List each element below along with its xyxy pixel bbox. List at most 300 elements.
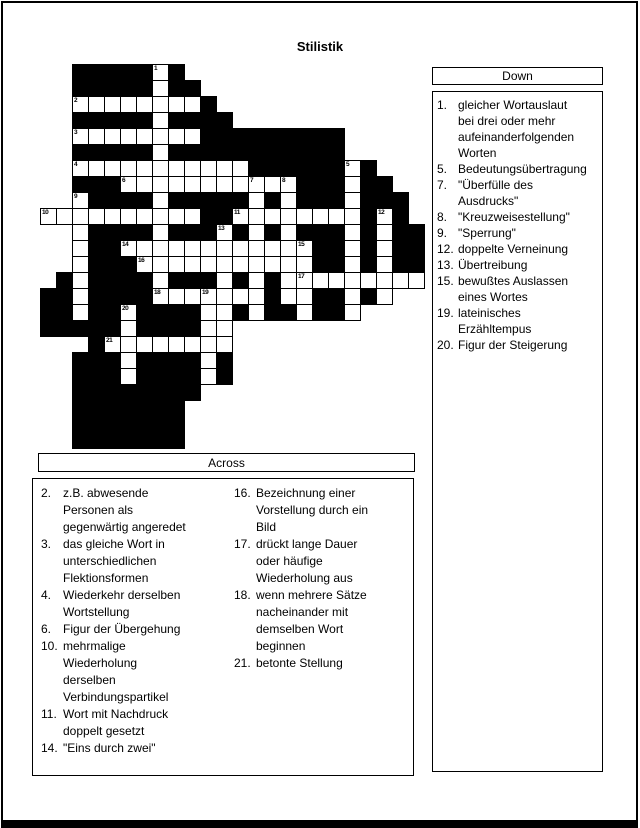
clue-item	[437, 177, 600, 209]
answer-cell[interactable]	[264, 176, 281, 193]
clue-number: 10.	[41, 639, 58, 653]
black-cell	[72, 176, 89, 193]
clue-item	[41, 485, 226, 536]
black-cell	[184, 368, 201, 385]
answer-cell[interactable]	[120, 352, 137, 369]
cell-number: 3	[74, 129, 78, 136]
answer-cell[interactable]	[136, 96, 153, 113]
black-cell	[200, 144, 217, 161]
black-cell	[360, 192, 377, 209]
answer-cell[interactable]	[120, 208, 137, 225]
black-cell	[184, 272, 201, 289]
answer-cell[interactable]	[200, 176, 217, 193]
black-cell	[120, 272, 137, 289]
black-cell	[136, 224, 153, 241]
answer-cell[interactable]	[120, 320, 137, 337]
clue-number: 8.	[437, 210, 448, 224]
answer-cell[interactable]	[344, 160, 361, 177]
cell-number: 17	[298, 273, 305, 280]
black-cell	[72, 144, 89, 161]
down-panel-header	[432, 67, 603, 85]
answer-cell[interactable]	[152, 144, 169, 161]
cell-number: 10	[42, 209, 49, 216]
answer-cell[interactable]	[216, 304, 233, 321]
answer-cell[interactable]	[136, 176, 153, 193]
black-cell	[216, 208, 233, 225]
answer-cell[interactable]	[136, 336, 153, 353]
answer-cell[interactable]	[184, 176, 201, 193]
black-cell	[104, 320, 121, 337]
black-cell	[216, 128, 233, 145]
clue-item	[437, 273, 600, 305]
answer-cell[interactable]	[296, 256, 313, 273]
black-cell	[376, 176, 393, 193]
answer-cell[interactable]	[232, 176, 249, 193]
black-cell	[392, 192, 409, 209]
answer-cell[interactable]	[168, 208, 185, 225]
answer-cell[interactable]	[168, 160, 185, 177]
answer-cell[interactable]	[184, 240, 201, 257]
black-cell	[88, 320, 105, 337]
answer-cell[interactable]	[136, 160, 153, 177]
black-cell	[88, 288, 105, 305]
black-cell	[56, 320, 73, 337]
black-cell	[152, 384, 169, 401]
answer-cell[interactable]	[136, 208, 153, 225]
answer-cell[interactable]	[312, 208, 329, 225]
answer-cell[interactable]	[376, 288, 393, 305]
answer-cell[interactable]	[280, 288, 297, 305]
black-cell	[88, 144, 105, 161]
answer-cell[interactable]	[200, 368, 217, 385]
clue-item	[41, 706, 226, 740]
answer-cell[interactable]	[72, 256, 89, 273]
answer-cell[interactable]	[88, 128, 105, 145]
black-cell	[168, 192, 185, 209]
black-cell	[184, 224, 201, 241]
clue-item	[234, 536, 412, 587]
clue-text: drückt lange Dauer oder häufige Wiederholung aus	[256, 537, 358, 585]
black-cell	[360, 208, 377, 225]
black-cell	[136, 112, 153, 129]
answer-cell[interactable]	[168, 176, 185, 193]
cell-number: 14	[122, 241, 129, 248]
answer-cell[interactable]	[216, 240, 233, 257]
black-cell	[264, 144, 281, 161]
answer-cell[interactable]	[136, 240, 153, 257]
clue-text: "Kreuzweisestellung"	[458, 210, 570, 224]
across-clues-left-column	[41, 485, 226, 757]
across-clues-right-column	[234, 485, 412, 672]
black-cell	[280, 304, 297, 321]
black-cell	[168, 64, 185, 81]
black-cell	[88, 304, 105, 321]
black-cell	[88, 416, 105, 433]
black-cell	[168, 272, 185, 289]
answer-cell[interactable]	[232, 240, 249, 257]
black-cell	[104, 432, 121, 449]
black-cell	[120, 64, 137, 81]
cell-number: 11	[234, 209, 240, 216]
answer-cell[interactable]	[104, 336, 121, 353]
answer-cell[interactable]	[248, 176, 265, 193]
answer-cell[interactable]	[232, 288, 249, 305]
black-cell	[264, 224, 281, 241]
black-cell	[264, 160, 281, 177]
answer-cell[interactable]	[120, 304, 137, 321]
answer-cell[interactable]	[88, 96, 105, 113]
answer-cell[interactable]	[168, 96, 185, 113]
black-cell	[296, 176, 313, 193]
answer-cell[interactable]	[184, 336, 201, 353]
cell-number: 7	[250, 177, 254, 184]
black-cell	[104, 240, 121, 257]
answer-cell[interactable]	[152, 160, 169, 177]
answer-cell[interactable]	[216, 224, 233, 241]
black-cell	[312, 240, 329, 257]
answer-cell[interactable]	[168, 128, 185, 145]
answer-cell[interactable]	[152, 112, 169, 129]
answer-cell[interactable]	[104, 96, 121, 113]
clue-number: 12.	[437, 242, 454, 256]
answer-cell[interactable]	[232, 208, 249, 225]
black-cell	[152, 400, 169, 417]
answer-cell[interactable]	[296, 304, 313, 321]
answer-cell[interactable]	[200, 256, 217, 273]
answer-cell[interactable]	[72, 192, 89, 209]
answer-cell[interactable]	[152, 192, 169, 209]
answer-cell[interactable]	[264, 240, 281, 257]
answer-cell[interactable]	[200, 336, 217, 353]
cell-number: 12	[378, 209, 385, 216]
answer-cell[interactable]	[248, 208, 265, 225]
across-clue-list	[32, 478, 414, 776]
answer-cell[interactable]	[88, 160, 105, 177]
answer-cell[interactable]	[344, 272, 361, 289]
answer-cell[interactable]	[120, 336, 137, 353]
answer-cell[interactable]	[184, 256, 201, 273]
black-cell	[168, 352, 185, 369]
answer-cell[interactable]	[184, 96, 201, 113]
black-cell	[88, 272, 105, 289]
black-cell	[392, 208, 409, 225]
answer-cell[interactable]	[248, 240, 265, 257]
answer-cell[interactable]	[344, 176, 361, 193]
clue-item	[234, 485, 412, 536]
answer-cell[interactable]	[248, 224, 265, 241]
black-cell	[184, 80, 201, 97]
answer-cell[interactable]	[344, 304, 361, 321]
answer-cell[interactable]	[152, 64, 169, 81]
answer-cell[interactable]	[392, 272, 409, 289]
answer-cell[interactable]	[72, 224, 89, 241]
answer-cell[interactable]	[280, 208, 297, 225]
answer-cell[interactable]	[328, 208, 345, 225]
black-cell	[136, 80, 153, 97]
answer-cell[interactable]	[88, 208, 105, 225]
answer-cell[interactable]	[120, 240, 137, 257]
clue-item	[437, 305, 600, 337]
answer-cell[interactable]	[168, 240, 185, 257]
answer-cell[interactable]	[184, 288, 201, 305]
answer-cell[interactable]	[184, 160, 201, 177]
answer-cell[interactable]	[152, 80, 169, 97]
answer-cell[interactable]	[120, 176, 137, 193]
answer-cell[interactable]	[216, 288, 233, 305]
black-cell	[88, 176, 105, 193]
black-cell	[104, 272, 121, 289]
answer-cell[interactable]	[152, 256, 169, 273]
answer-cell[interactable]	[376, 272, 393, 289]
answer-cell[interactable]	[72, 208, 89, 225]
answer-cell[interactable]	[56, 208, 73, 225]
answer-cell[interactable]	[280, 224, 297, 241]
black-cell	[88, 336, 105, 353]
black-cell	[264, 192, 281, 209]
answer-cell[interactable]	[168, 336, 185, 353]
black-cell	[312, 256, 329, 273]
clue-text: bewußtes Auslassen eines Wortes	[458, 274, 569, 304]
black-cell	[72, 352, 89, 369]
answer-cell[interactable]	[344, 192, 361, 209]
answer-cell[interactable]	[296, 240, 313, 257]
answer-cell[interactable]	[200, 160, 217, 177]
answer-cell[interactable]	[280, 256, 297, 273]
black-cell	[104, 384, 121, 401]
clue-number: 4.	[41, 588, 52, 602]
answer-cell[interactable]	[152, 336, 169, 353]
black-cell	[120, 256, 137, 273]
answer-cell[interactable]	[120, 368, 137, 385]
black-cell	[168, 320, 185, 337]
answer-cell[interactable]	[152, 176, 169, 193]
black-cell	[104, 224, 121, 241]
black-cell	[200, 112, 217, 129]
answer-cell[interactable]	[232, 256, 249, 273]
black-cell	[88, 192, 105, 209]
clue-item	[437, 257, 600, 273]
answer-cell[interactable]	[152, 96, 169, 113]
black-cell	[136, 416, 153, 433]
answer-cell[interactable]	[200, 288, 217, 305]
black-cell	[88, 256, 105, 273]
black-cell	[312, 224, 329, 241]
black-cell	[88, 64, 105, 81]
black-cell	[168, 368, 185, 385]
clue-number: 18.	[234, 588, 251, 602]
clue-item	[234, 655, 412, 672]
answer-cell[interactable]	[72, 160, 89, 177]
answer-cell[interactable]	[104, 208, 121, 225]
black-cell	[72, 432, 89, 449]
black-cell	[216, 368, 233, 385]
answer-cell[interactable]	[296, 272, 313, 289]
answer-cell[interactable]	[248, 256, 265, 273]
answer-cell[interactable]	[152, 240, 169, 257]
black-cell	[136, 400, 153, 417]
black-cell	[168, 384, 185, 401]
clue-number: 16.	[234, 486, 251, 500]
black-cell	[104, 80, 121, 97]
black-cell	[168, 304, 185, 321]
answer-cell[interactable]	[216, 320, 233, 337]
black-cell	[216, 352, 233, 369]
clue-text: lateinisches Erzähltempus	[458, 306, 532, 336]
answer-cell[interactable]	[264, 208, 281, 225]
black-cell	[88, 400, 105, 417]
black-cell	[280, 144, 297, 161]
answer-cell[interactable]	[296, 208, 313, 225]
clue-item	[234, 587, 412, 655]
answer-cell[interactable]	[280, 240, 297, 257]
answer-cell[interactable]	[72, 96, 89, 113]
black-cell	[168, 400, 185, 417]
answer-cell[interactable]	[344, 288, 361, 305]
answer-cell[interactable]	[72, 128, 89, 145]
answer-cell[interactable]	[120, 96, 137, 113]
black-cell	[168, 416, 185, 433]
black-cell	[232, 144, 249, 161]
answer-cell[interactable]	[216, 160, 233, 177]
answer-cell[interactable]	[104, 128, 121, 145]
black-cell	[88, 240, 105, 257]
answer-cell[interactable]	[376, 256, 393, 273]
answer-cell[interactable]	[104, 160, 121, 177]
answer-cell[interactable]	[328, 272, 345, 289]
answer-cell[interactable]	[152, 288, 169, 305]
cell-number: 1	[154, 65, 158, 72]
answer-cell[interactable]	[72, 304, 89, 321]
black-cell	[216, 192, 233, 209]
black-cell	[280, 128, 297, 145]
black-cell	[152, 368, 169, 385]
black-cell	[312, 160, 329, 177]
answer-cell[interactable]	[216, 256, 233, 273]
answer-cell[interactable]	[136, 256, 153, 273]
black-cell	[56, 272, 73, 289]
answer-cell[interactable]	[344, 208, 361, 225]
clue-text: gleicher Wortauslaut bei drei oder mehr aufeinanderfolgenden Worten	[458, 98, 575, 160]
answer-cell[interactable]	[280, 176, 297, 193]
black-cell	[360, 256, 377, 273]
black-cell	[328, 304, 345, 321]
black-cell	[88, 384, 105, 401]
answer-cell[interactable]	[216, 176, 233, 193]
answer-cell[interactable]	[216, 272, 233, 289]
black-cell	[104, 288, 121, 305]
black-cell	[408, 224, 425, 241]
black-cell	[40, 304, 57, 321]
answer-cell[interactable]	[264, 256, 281, 273]
answer-cell[interactable]	[296, 288, 313, 305]
clue-number: 11.	[41, 707, 57, 721]
answer-cell[interactable]	[232, 160, 249, 177]
cell-number: 16	[138, 257, 145, 264]
answer-cell[interactable]	[248, 288, 265, 305]
black-cell	[248, 160, 265, 177]
answer-cell[interactable]	[40, 208, 57, 225]
black-cell	[216, 112, 233, 129]
answer-cell[interactable]	[376, 208, 393, 225]
answer-cell[interactable]	[344, 240, 361, 257]
black-cell	[72, 64, 89, 81]
answer-cell[interactable]	[120, 160, 137, 177]
answer-cell[interactable]	[152, 272, 169, 289]
black-cell	[152, 416, 169, 433]
clue-number: 20.	[437, 338, 454, 352]
black-cell	[104, 64, 121, 81]
black-cell	[312, 144, 329, 161]
answer-cell[interactable]	[408, 272, 425, 289]
answer-cell[interactable]	[344, 256, 361, 273]
clue-number: 21.	[234, 656, 251, 670]
black-cell	[264, 272, 281, 289]
black-cell	[72, 384, 89, 401]
answer-cell[interactable]	[280, 272, 297, 289]
black-cell	[376, 192, 393, 209]
black-cell	[136, 272, 153, 289]
answer-cell[interactable]	[248, 272, 265, 289]
black-cell	[136, 288, 153, 305]
answer-cell[interactable]	[168, 288, 185, 305]
answer-cell[interactable]	[248, 192, 265, 209]
answer-cell[interactable]	[200, 352, 217, 369]
answer-cell[interactable]	[344, 224, 361, 241]
black-cell	[264, 288, 281, 305]
black-cell	[392, 240, 409, 257]
answer-cell[interactable]	[360, 272, 377, 289]
answer-cell[interactable]	[200, 320, 217, 337]
black-cell	[248, 128, 265, 145]
answer-cell[interactable]	[200, 304, 217, 321]
cell-number: 8	[282, 177, 286, 184]
black-cell	[56, 288, 73, 305]
clue-text: doppelte Verneinung	[458, 242, 569, 256]
black-cell	[104, 416, 121, 433]
answer-cell[interactable]	[152, 128, 169, 145]
answer-cell[interactable]	[120, 128, 137, 145]
answer-cell[interactable]	[168, 256, 185, 273]
clue-text: Bedeutungsübertragung	[458, 162, 587, 176]
cell-number: 2	[74, 97, 78, 104]
answer-cell[interactable]	[136, 128, 153, 145]
answer-cell[interactable]	[72, 288, 89, 305]
answer-cell[interactable]	[152, 208, 169, 225]
black-cell	[168, 224, 185, 241]
answer-cell[interactable]	[200, 240, 217, 257]
answer-cell[interactable]	[72, 272, 89, 289]
answer-cell[interactable]	[280, 192, 297, 209]
clue-item	[41, 740, 226, 757]
answer-cell[interactable]	[184, 128, 201, 145]
answer-cell[interactable]	[376, 240, 393, 257]
clue-text: z.B. abwesende Personen als gegenwärtig angeredet	[63, 486, 186, 534]
answer-cell[interactable]	[184, 208, 201, 225]
black-cell	[360, 176, 377, 193]
cell-number: 6	[122, 177, 126, 184]
black-cell	[40, 288, 57, 305]
answer-cell[interactable]	[72, 240, 89, 257]
answer-cell[interactable]	[312, 272, 329, 289]
answer-cell[interactable]	[152, 224, 169, 241]
black-cell	[296, 192, 313, 209]
black-cell	[136, 432, 153, 449]
crossword-grid	[40, 64, 425, 449]
answer-cell[interactable]	[376, 224, 393, 241]
clue-text: "Überfülle des Ausdrucks"	[458, 178, 533, 208]
answer-cell[interactable]	[248, 304, 265, 321]
answer-cell[interactable]	[216, 336, 233, 353]
